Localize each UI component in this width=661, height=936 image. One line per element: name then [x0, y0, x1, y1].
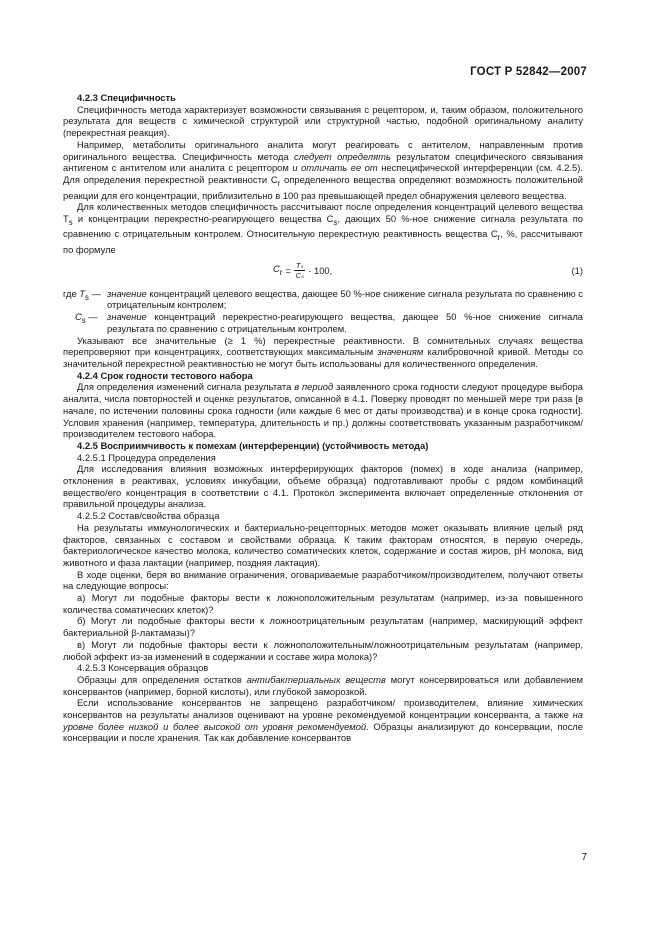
list-item: а) Могут ли подобные факторы вести к ложноположительным результатам (например, из-за повышенного количества соматических клеток)?	[63, 592, 583, 615]
paragraph: Указывают все значительные (≥ 1 %) перекрестные реактивности. В сомнительных случаях вещества перепроверяют при концентрациях, соответствующих максимальным значениям калибровочной кривой. Методы со значительной перекрестной реактивностью не могут быть использованы для количественного определения.	[63, 334, 583, 369]
paragraph: Для определения изменений сигнала результата в период заявленного срока годности следуют процедуре выбора аналита, числа повторностей и оценке результатов, описанной в 4.1. Поверку проводят по меньшей мере три раза [в начале, по истечении половины срока годности (или каждые 6 мес от даты производства) и в конце срока годности]. Условия хранения (например, температура, длительность и пр.) должны соответствовать указанным разработчиком/производителем тестового набора.	[63, 381, 584, 440]
paragraph: Специфичность метода характеризует возможности связывания с рецептором, и, таким образом, положительного результата для веществ с химической структурой или структурной частью, подобной оригинальному аналиту (перекрестная реакция).	[63, 103, 583, 139]
formula-numerator: Tₛ	[295, 261, 304, 271]
formula-definitions	[63, 288, 583, 335]
paragraph: Если использование консервантов не запрещено разработчиком/ производителем, влияние химических консервантов на результаты анализов оценивают на уровне рекомендуемой концентрации консерванта, а также на уровне более низкой и более высокой от уровня рекомендуемой. Образцы анализируют до консервации, после консервации и после хранения. Так как добавление консервантов	[63, 697, 583, 744]
page-number: 7	[581, 852, 587, 863]
paragraph: В ходе оценки, беря во внимание ограничения, оговариваемые разработчиком/производителем, получают ответы на следующие вопросы:	[63, 568, 583, 592]
formula-number: (1)	[571, 264, 583, 276]
section-4-2-3-title: 4.2.3 Специфичность	[77, 92, 176, 103]
subsection-4-2-5-2-title: 4.2.5.2 Состав/свойства образца	[77, 510, 220, 522]
paragraph: Образцы для определения остатков антибактериальных веществ могут консервироваться или добавлением консервантов (например, борной кислоты), или глубокой заморозкой.	[63, 673, 584, 697]
formula-equals: =	[285, 264, 291, 276]
section-4-2-4-title: 4.2.4 Срок годности тестового набора	[77, 369, 253, 381]
formula-fraction	[294, 261, 305, 280]
paragraph: Для исследования влияния возможных интерферирующих факторов (помех) в ходе анализа (например, отклонения в реактивах, условиях инкубации, объеме образца) подготавливают пробы с рядом комбинаций вещество/его концентрация в соответствии с 4.1. Протокол эксперимента включает определенные отклонения от правильной процедуры анализа.	[63, 463, 583, 510]
paragraph: Например, метаболиты оригинального аналита могут реагировать с антителом, направленным против оригинального вещества. Специфичность метода следует определять результатом специфического связывания антигеном с антителом или аналита с рецептором и отличать ее от неспецифической интерференции (см. 4.2.5). Для определения перекрестной реактивности $C_r$ определенного вещества определяют возможность положительной реакции для его концентрации, приблизительно в 100 раз превышающей предел обнаружения целевого вещества.	[63, 138, 583, 201]
list-item: б) Могут ли подобные факторы вести к ложноотрицательным результатам (например, маскирующий эффект бактериальной β-лактамазы)?	[63, 615, 583, 639]
formula-denominator: Cₛ	[295, 271, 304, 281]
definition-row: $C_s$ — значение концентраций перекрестно-реагирующего вещества, дающее 50 %-ное снижение сигнала результата по сравнению с отрицательным контролем.	[75, 311, 583, 334]
formula-tail: · 100,	[308, 264, 333, 276]
paragraph: На результаты иммунологических и бактериально-рецепторных методов может оказывать влияние целый ряд факторов, связанных с составом и свойствами образца. К таким факторам относятся, в первую очередь, бактериологическое качество молока, количество соматических клеток, содержание и состав жиров, pH молока, вид животного и фаза лактации (например, поздняя лактация).	[63, 521, 583, 568]
section-4-2-5-title: 4.2.5 Восприимчивость к помехам (интерференции) (устойчивость метода)	[77, 439, 429, 451]
formula-lhs: $C_r$	[273, 262, 283, 277]
definition-row: где $T_s$ — значение концентраций целевого вещества, дающее 50 %-ное снижение сигнала результата по сравнению с отрицательным контролем;	[63, 287, 583, 311]
subsection-4-2-5-1-title: 4.2.5.1 Процедура определения	[77, 451, 216, 463]
subsection-4-2-5-3-title: 4.2.5.3 Консервация образцов	[77, 662, 209, 674]
formula-1	[63, 258, 583, 284]
paragraph: Для количественных методов специфичность рассчитывают после определения концентраций целевого вещества $T_s$ и концентрации перекрестно-реагирующего вещества $C_s$, дающих 50 %-ное снижение сигнала результата по сравнению с отрицательным контролем. Относительную перекрестную реактивность вещества $C_r$, %, рассчитывают по формуле	[63, 201, 583, 256]
document-header: ГОСТ Р 52842—2007	[470, 66, 587, 78]
list-item: в) Могут ли подобные факторы вести к ложноположительным/ложноотрицательным результатам (например, любой эффект из-за изменений в содержании и составе жира молока)?	[63, 638, 583, 662]
page-content	[63, 92, 583, 744]
